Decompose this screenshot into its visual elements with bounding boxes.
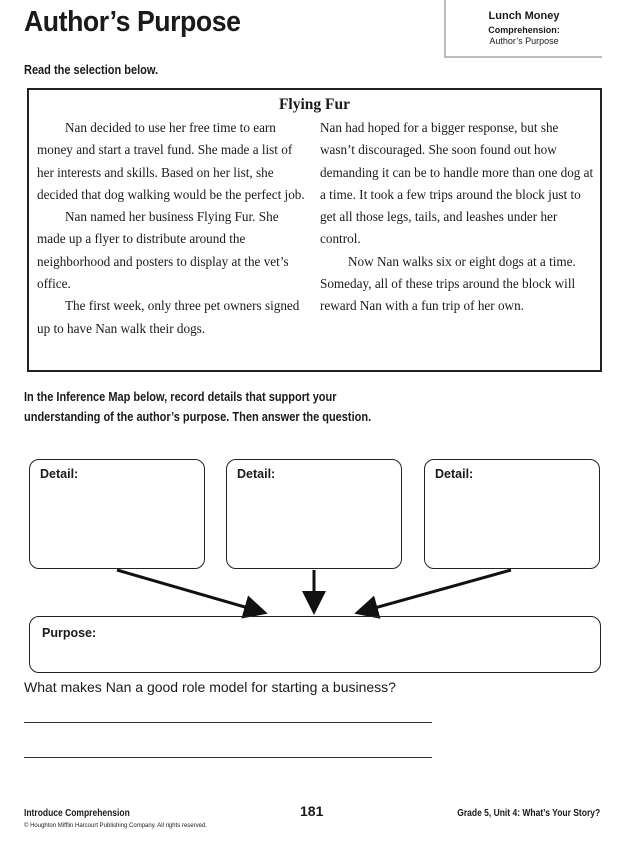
- read-instruction: Read the selection below.: [24, 63, 159, 77]
- footer-right-label: Grade 5, Unit 4: What’s Your Story?: [457, 808, 600, 819]
- reading-paragraph: Now Nan walks six or eight dogs at a time. Someday, all of these trips around the block will reward Nan with a fun trip of her own.: [320, 253, 576, 314]
- lesson-header-box: [444, 0, 602, 58]
- reading-paragraph: Nan decided to use her free time to earn money and start a travel fund. She made a list of her interests and skills. Based on her list, she decided that dog walking would be the perfect job.: [37, 120, 305, 202]
- purpose-box[interactable]: [29, 616, 601, 673]
- reading-paragraph: Nan named her business Flying Fur. She made up a flyer to distribute around the neighborhood and posters to display at the vet’s office.: [37, 209, 289, 292]
- detail-label: Detail:: [40, 467, 79, 481]
- page-title: Author’s Purpose: [24, 6, 241, 38]
- answer-line-2[interactable]: [24, 757, 432, 758]
- arrow-left: [117, 570, 262, 612]
- detail-box-3[interactable]: [424, 459, 600, 569]
- skill-label: Comprehension:: [488, 25, 560, 35]
- footer-copyright: © Houghton Mifflin Harcourt Publishing Company. All rights reserved.: [24, 823, 207, 829]
- footer-left-label: Introduce Comprehension: [24, 808, 130, 819]
- map-instruction-line-2: understanding of the author’s purpose. Then answer the question.: [24, 410, 372, 424]
- map-instruction-line-1: In the Inference Map below, record details that support your: [24, 390, 337, 404]
- detail-box-1[interactable]: [29, 459, 205, 569]
- reading-paragraph: Nan had hoped for a bigger response, but she wasn’t discouraged. She soon found out how demanding it can be to handle more than one dog at a time. It took a few trips around the block just to get all those legs, tails, and leashes under her control.: [320, 120, 594, 247]
- answer-line-1[interactable]: [24, 722, 432, 723]
- detail-label: Detail:: [237, 467, 276, 481]
- reading-title: Flying Fur: [278, 96, 351, 113]
- detail-label: Detail:: [435, 467, 474, 481]
- reading-left-column: [37, 117, 307, 340]
- map-instruction: [24, 387, 371, 427]
- detail-box-2[interactable]: [226, 459, 402, 569]
- reading-paragraph: The first week, only three pet owners signed up to have Nan walk their dogs.: [37, 298, 300, 336]
- reading-selection-box: [27, 88, 602, 372]
- reading-right-column: [320, 117, 596, 318]
- purpose-label: Purpose:: [42, 626, 97, 640]
- arrow-right: [360, 570, 511, 612]
- question-text: What makes Nan a good role model for starting a business?: [24, 679, 396, 695]
- skill-name: Author’s Purpose: [489, 36, 559, 46]
- lesson-title: Lunch Money: [488, 10, 560, 22]
- page-number: 181: [300, 803, 324, 819]
